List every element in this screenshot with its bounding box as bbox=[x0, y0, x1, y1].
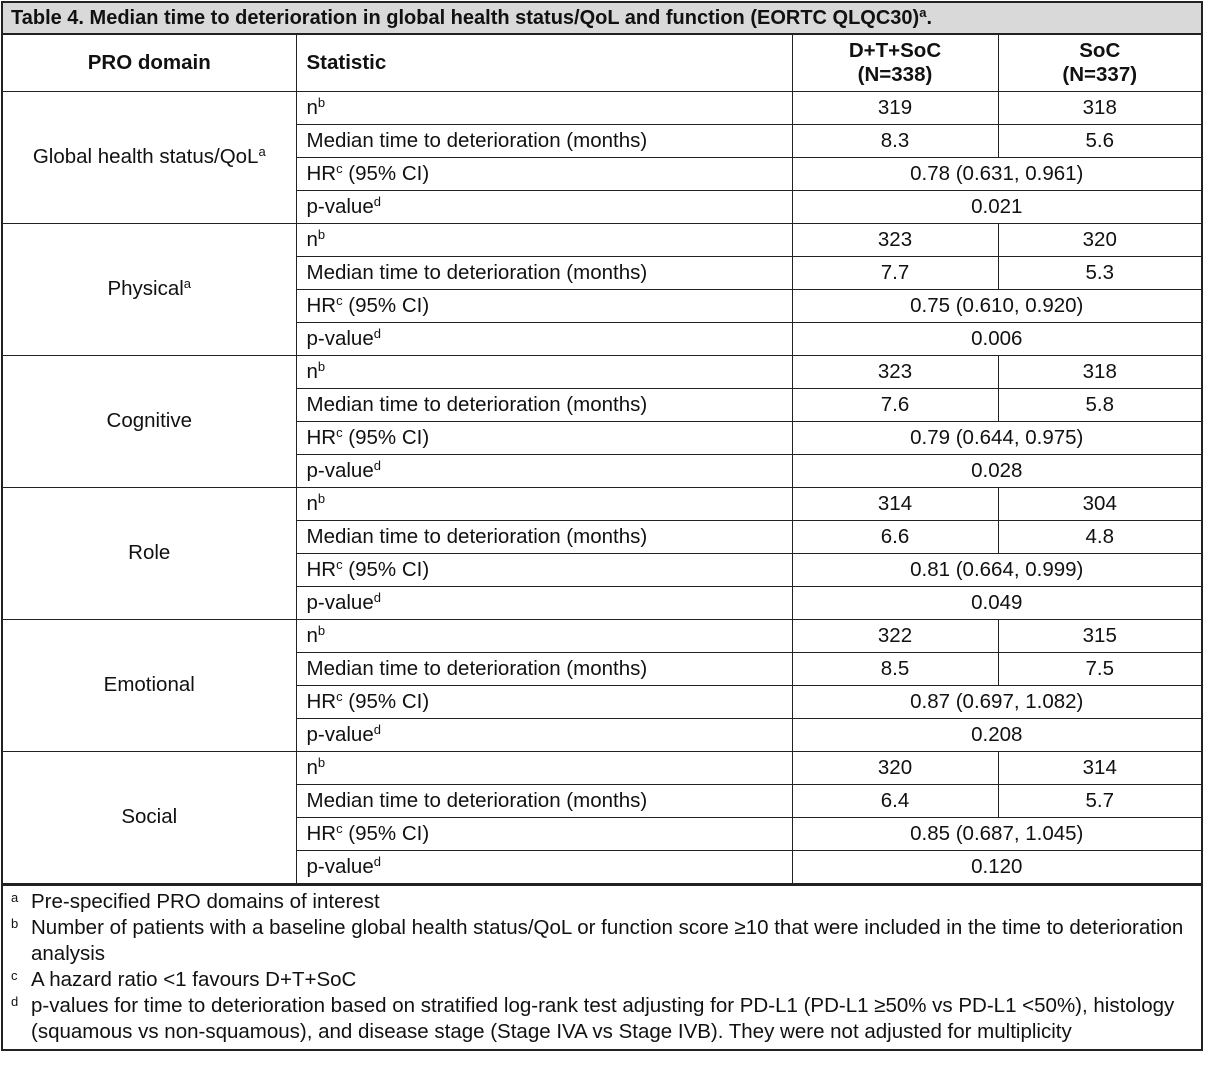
hr-label: HR bbox=[306, 293, 337, 317]
hr-value: 0.78 (0.631, 0.961) bbox=[792, 157, 1201, 190]
hr-label: HR bbox=[306, 425, 337, 449]
table-row bbox=[3, 619, 1201, 652]
domain-name: Cognitive bbox=[106, 409, 192, 432]
n-dtsoc: 323 bbox=[792, 223, 998, 256]
header-dtsoc bbox=[792, 35, 998, 91]
median-soc: 5.7 bbox=[998, 784, 1201, 817]
n-label-sup: b bbox=[317, 754, 326, 770]
p-value: 0.049 bbox=[792, 586, 1201, 619]
footnote-item bbox=[11, 889, 1191, 915]
table-title-end: . bbox=[926, 7, 933, 29]
footnotes bbox=[3, 884, 1201, 1049]
domain-cell bbox=[3, 91, 296, 223]
p-label-cell bbox=[296, 454, 792, 487]
hr-label: HR bbox=[306, 557, 337, 581]
domain-cell bbox=[3, 487, 296, 619]
median-label: Median time to deterioration (months) bbox=[306, 788, 648, 812]
header-soc-name: SoC bbox=[1079, 38, 1121, 62]
table-row bbox=[3, 487, 1201, 520]
median-label-cell bbox=[296, 652, 792, 685]
p-value: 0.120 bbox=[792, 850, 1201, 883]
hr-label-cell bbox=[296, 817, 792, 850]
footnote-item bbox=[11, 993, 1191, 1045]
footnote-mark: a bbox=[11, 889, 19, 905]
domain-cell bbox=[3, 355, 296, 487]
hr-label-sup: c bbox=[336, 292, 343, 308]
p-label-sup: d bbox=[373, 589, 381, 605]
n-soc: 315 bbox=[998, 619, 1201, 652]
p-label-sup: d bbox=[373, 457, 381, 473]
median-soc: 5.8 bbox=[998, 388, 1201, 421]
n-soc: 318 bbox=[998, 91, 1201, 124]
median-soc: 4.8 bbox=[998, 520, 1201, 553]
p-label-sup: d bbox=[373, 721, 381, 737]
median-dtsoc: 7.6 bbox=[792, 388, 998, 421]
n-label: n bbox=[306, 755, 318, 779]
n-dtsoc: 323 bbox=[792, 355, 998, 388]
n-label-cell bbox=[296, 355, 792, 388]
n-label-cell bbox=[296, 223, 792, 256]
median-label-cell bbox=[296, 784, 792, 817]
p-label: p-value bbox=[306, 458, 374, 482]
p-label-cell bbox=[296, 718, 792, 751]
hr-label-cell bbox=[296, 685, 792, 718]
median-label: Median time to deterioration (months) bbox=[306, 128, 648, 152]
hr-value: 0.75 (0.610, 0.920) bbox=[792, 289, 1201, 322]
hr-label-sup: c bbox=[336, 820, 343, 836]
hr-label-rest: (95% CI) bbox=[342, 161, 430, 185]
hr-label-sup: c bbox=[336, 688, 343, 704]
hr-label: HR bbox=[306, 161, 337, 185]
table-row bbox=[3, 223, 1201, 256]
p-label-cell bbox=[296, 586, 792, 619]
median-label: Median time to deterioration (months) bbox=[306, 656, 648, 680]
p-value: 0.208 bbox=[792, 718, 1201, 751]
p-label: p-value bbox=[306, 722, 374, 746]
hr-value: 0.87 (0.697, 1.082) bbox=[792, 685, 1201, 718]
footnote-text: Pre-specified PRO domains of interest bbox=[31, 889, 380, 913]
median-dtsoc: 6.4 bbox=[792, 784, 998, 817]
hr-label-rest: (95% CI) bbox=[342, 821, 430, 845]
n-label: n bbox=[306, 359, 318, 383]
p-label-cell bbox=[296, 190, 792, 223]
n-dtsoc: 319 bbox=[792, 91, 998, 124]
table-row bbox=[3, 355, 1201, 388]
n-label-cell bbox=[296, 751, 792, 784]
n-label-sup: b bbox=[317, 226, 326, 242]
p-value: 0.021 bbox=[792, 190, 1201, 223]
n-dtsoc: 314 bbox=[792, 487, 998, 520]
domain-cell bbox=[3, 619, 296, 751]
p-label: p-value bbox=[306, 326, 374, 350]
header-soc bbox=[998, 35, 1201, 91]
median-soc: 5.6 bbox=[998, 124, 1201, 157]
hr-value: 0.79 (0.644, 0.975) bbox=[792, 421, 1201, 454]
median-label-cell bbox=[296, 124, 792, 157]
domain-name: Role bbox=[128, 541, 171, 564]
table-row bbox=[3, 751, 1201, 784]
n-label-cell bbox=[296, 487, 792, 520]
hr-label-rest: (95% CI) bbox=[342, 689, 430, 713]
p-label: p-value bbox=[306, 854, 374, 878]
median-dtsoc: 8.3 bbox=[792, 124, 998, 157]
n-soc: 314 bbox=[998, 751, 1201, 784]
median-soc: 5.3 bbox=[998, 256, 1201, 289]
table-title bbox=[3, 3, 1201, 35]
domain-sup: a bbox=[258, 144, 266, 159]
header-dtsoc-n: (N=338) bbox=[857, 62, 933, 86]
footnote-text: Number of patients with a baseline global health status/QoL or function score ≥10 that were included in the time to deterioration analysis bbox=[31, 915, 1184, 965]
p-value: 0.006 bbox=[792, 322, 1201, 355]
domain-name: Social bbox=[121, 805, 178, 828]
p-value: 0.028 bbox=[792, 454, 1201, 487]
hr-label-sup: c bbox=[336, 556, 343, 572]
footnote-item bbox=[11, 915, 1191, 967]
domain-cell bbox=[3, 223, 296, 355]
n-label-sup: b bbox=[317, 490, 326, 506]
hr-label-cell bbox=[296, 421, 792, 454]
domain-name: Global health status/QoL bbox=[32, 145, 259, 168]
n-dtsoc: 320 bbox=[792, 751, 998, 784]
header-row bbox=[3, 35, 1201, 91]
domain-name: Emotional bbox=[103, 673, 195, 696]
p-label-sup: d bbox=[373, 325, 381, 341]
footnote-text: A hazard ratio <1 favours D+T+SoC bbox=[31, 967, 357, 991]
header-soc-n: (N=337) bbox=[1062, 62, 1138, 86]
p-label-cell bbox=[296, 322, 792, 355]
n-soc: 320 bbox=[998, 223, 1201, 256]
table-body bbox=[3, 91, 1201, 883]
p-label: p-value bbox=[306, 590, 374, 614]
hr-value: 0.81 (0.664, 0.999) bbox=[792, 553, 1201, 586]
domain-sup: a bbox=[183, 276, 192, 291]
n-soc: 318 bbox=[998, 355, 1201, 388]
hr-label-rest: (95% CI) bbox=[342, 293, 430, 317]
n-label: n bbox=[306, 95, 318, 119]
n-label: n bbox=[306, 491, 318, 515]
table-row bbox=[3, 91, 1201, 124]
hr-label: HR bbox=[306, 689, 337, 713]
p-label: p-value bbox=[306, 194, 374, 218]
median-label: Median time to deterioration (months) bbox=[306, 392, 648, 416]
hr-value: 0.85 (0.687, 1.045) bbox=[792, 817, 1201, 850]
hr-label-rest: (95% CI) bbox=[342, 557, 430, 581]
n-label-cell bbox=[296, 91, 792, 124]
median-soc: 7.5 bbox=[998, 652, 1201, 685]
n-label-sup: b bbox=[317, 94, 326, 110]
median-label-cell bbox=[296, 388, 792, 421]
footnote-item bbox=[11, 967, 1191, 993]
median-label: Median time to deterioration (months) bbox=[306, 260, 648, 284]
table-title-text: Table 4. Median time to deterioration in global health status/QoL and function (EORTC QLQC30) bbox=[11, 7, 920, 29]
p-label-sup: d bbox=[373, 193, 381, 209]
median-label-cell bbox=[296, 256, 792, 289]
n-label: n bbox=[306, 227, 318, 251]
footnote-mark: d bbox=[11, 993, 19, 1009]
header-pro-domain: PRO domain bbox=[3, 35, 296, 91]
median-dtsoc: 7.7 bbox=[792, 256, 998, 289]
median-dtsoc: 8.5 bbox=[792, 652, 998, 685]
median-label-cell bbox=[296, 520, 792, 553]
hr-label-cell bbox=[296, 157, 792, 190]
hr-label: HR bbox=[306, 821, 337, 845]
footnote-mark: c bbox=[11, 967, 18, 983]
hr-label-cell bbox=[296, 289, 792, 322]
median-label: Median time to deterioration (months) bbox=[306, 524, 648, 548]
hr-label-sup: c bbox=[336, 424, 343, 440]
hr-label-rest: (95% CI) bbox=[342, 425, 430, 449]
hr-label-sup: c bbox=[336, 160, 343, 176]
header-dtsoc-name: D+T+SoC bbox=[848, 38, 942, 62]
header-statistic: Statistic bbox=[296, 35, 792, 91]
footnote-mark: b bbox=[11, 915, 19, 931]
n-soc: 304 bbox=[998, 487, 1201, 520]
p-label-sup: d bbox=[373, 853, 381, 869]
p-label-cell bbox=[296, 850, 792, 883]
deterioration-table bbox=[3, 35, 1201, 884]
domain-cell bbox=[3, 751, 296, 883]
domain-name: Physical bbox=[107, 277, 184, 300]
n-label-sup: b bbox=[317, 622, 326, 638]
hr-label-cell bbox=[296, 553, 792, 586]
n-label-cell bbox=[296, 619, 792, 652]
n-label-sup: b bbox=[317, 358, 326, 374]
results-table-container bbox=[1, 1, 1203, 1051]
median-dtsoc: 6.6 bbox=[792, 520, 998, 553]
table-title-sup: a bbox=[919, 5, 927, 20]
n-label: n bbox=[306, 623, 318, 647]
footnote-text: p-values for time to deterioration based on stratified log-rank test adjusting for PD-L1 (PD-L1 ≥50% vs PD-L1 <50%), histology (squamous vs non-squamous), and disease stage (Stage IVA vs Stage IVB). They were not adjusted for multiplicity bbox=[31, 993, 1175, 1043]
n-dtsoc: 322 bbox=[792, 619, 998, 652]
